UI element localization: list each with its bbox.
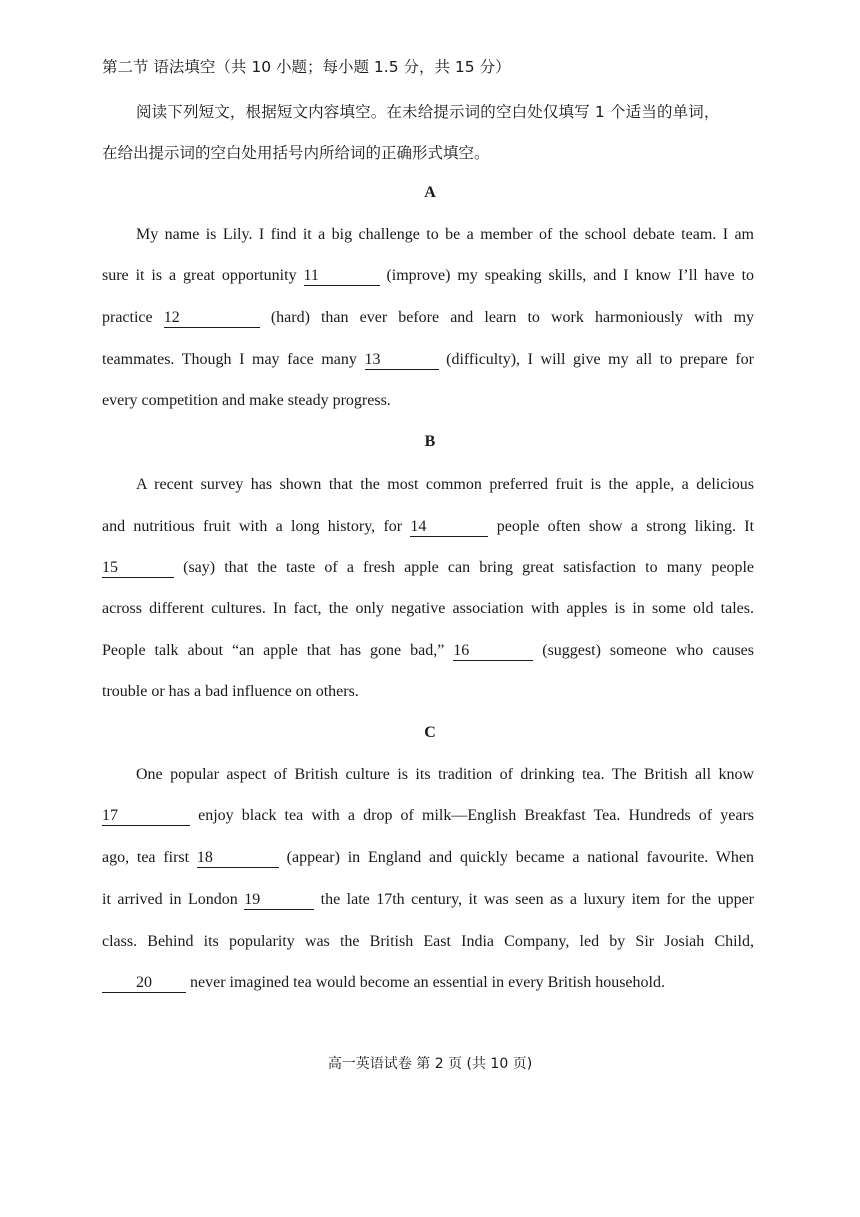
passage-b-line-5 xyxy=(102,640,754,662)
blank-18[interactable]: 18 xyxy=(197,849,279,868)
passage-a-line-4-pre: teammates. Though I may face many xyxy=(102,351,357,368)
passage-a-line-2-pre: sure it is a great opportunity xyxy=(102,267,297,284)
instructions-line-2: 在给出提示词的空白处用括号内所给词的正确形式填空。 xyxy=(102,144,490,162)
passage-c-line-3 xyxy=(102,847,754,869)
passage-a-line-4 xyxy=(102,349,754,371)
passage-b-line-2-pre: and nutritious fruit with a long history, for xyxy=(102,518,403,535)
page-footer: 高一英语试卷 第 2 页 (共 10 页) xyxy=(327,1056,533,1072)
passage-b-line-2-post: people often show a strong liking. It xyxy=(496,518,755,535)
blank-20[interactable]: 20 xyxy=(102,974,186,993)
passage-c-line-1: One popular aspect of British culture is its tradition of drinking tea. The British all know xyxy=(136,766,754,783)
passage-b-line-2 xyxy=(102,516,754,538)
passage-a-line-5: every competition and make steady progress. xyxy=(102,392,391,409)
passage-c-line-3-pre: ago, tea first xyxy=(102,849,190,866)
passage-b-heading: B xyxy=(424,433,436,450)
passage-b-line-5-post: (suggest) someone who causes xyxy=(542,642,754,659)
passage-c-heading: C xyxy=(424,724,436,741)
passage-c-line-5: class. Behind its popularity was the British East India Company, led by Sir Josiah Child, xyxy=(102,933,754,950)
passage-c-line-6-post: never imagined tea would become an essential in every British household. xyxy=(190,974,665,991)
passage-a-line-1: My name is Lily. I find it a big challenge to be a member of the school debate team. I am xyxy=(136,226,754,243)
passage-b-line-6: trouble or has a bad influence on others. xyxy=(102,683,359,700)
passage-b-line-1: A recent survey has shown that the most common preferred fruit is the apple, a delicious xyxy=(136,476,754,493)
passage-c-line-2-post: enjoy black tea with a drop of milk—English Breakfast Tea. Hundreds of years xyxy=(198,807,754,824)
passage-a-heading: A xyxy=(424,184,436,201)
passage-b-line-3 xyxy=(102,557,754,579)
blank-11[interactable]: 11 xyxy=(304,267,380,286)
passage-a-line-2-post: (improve) my speaking skills, and I know I’ll have to xyxy=(386,267,755,284)
blank-17[interactable]: 17 xyxy=(102,807,190,826)
passage-c-line-6 xyxy=(102,972,754,994)
passage-c-line-4-post: the late 17th century, it was seen as a luxury item for the upper xyxy=(320,891,755,908)
passage-c-line-3-post: (appear) in England and quickly became a national favourite. When xyxy=(286,849,754,866)
passage-b-line-4: across different cultures. In fact, the only negative association with apples is in some old tales. xyxy=(102,600,754,617)
blank-13[interactable]: 13 xyxy=(365,351,439,370)
blank-12[interactable]: 12 xyxy=(164,309,260,328)
passage-a-line-3-pre: practice xyxy=(102,309,153,326)
blank-14[interactable]: 14 xyxy=(410,518,488,537)
passage-c-line-4-pre: it arrived in London xyxy=(102,891,238,908)
blank-16[interactable]: 16 xyxy=(453,642,533,661)
section-title: 第二节 语法填空（共 10 小题；每小题 1.5 分，共 15 分） xyxy=(102,58,511,76)
passage-a-line-3-post: (hard) than ever before and learn to work harmoniously with my xyxy=(270,309,755,326)
passage-b-line-5-pre: People talk about “an apple that has gone bad,” xyxy=(102,642,445,659)
passage-b-line-3-post: (say) that the taste of a fresh apple can bring great satisfaction to many people xyxy=(183,559,754,576)
passage-a-line-2 xyxy=(102,265,754,287)
passage-c-line-4 xyxy=(102,889,754,911)
passage-c-line-2 xyxy=(102,805,754,827)
blank-15[interactable]: 15 xyxy=(102,559,174,578)
passage-a-line-4-post: (difficulty), I will give my all to prepare for xyxy=(446,351,755,368)
passage-a-line-3 xyxy=(102,307,754,329)
instructions-line-1: 阅读下列短文，根据短文内容填空。在未给提示词的空白处仅填写 1 个适当的单词， xyxy=(136,103,720,121)
blank-19[interactable]: 19 xyxy=(244,891,314,910)
